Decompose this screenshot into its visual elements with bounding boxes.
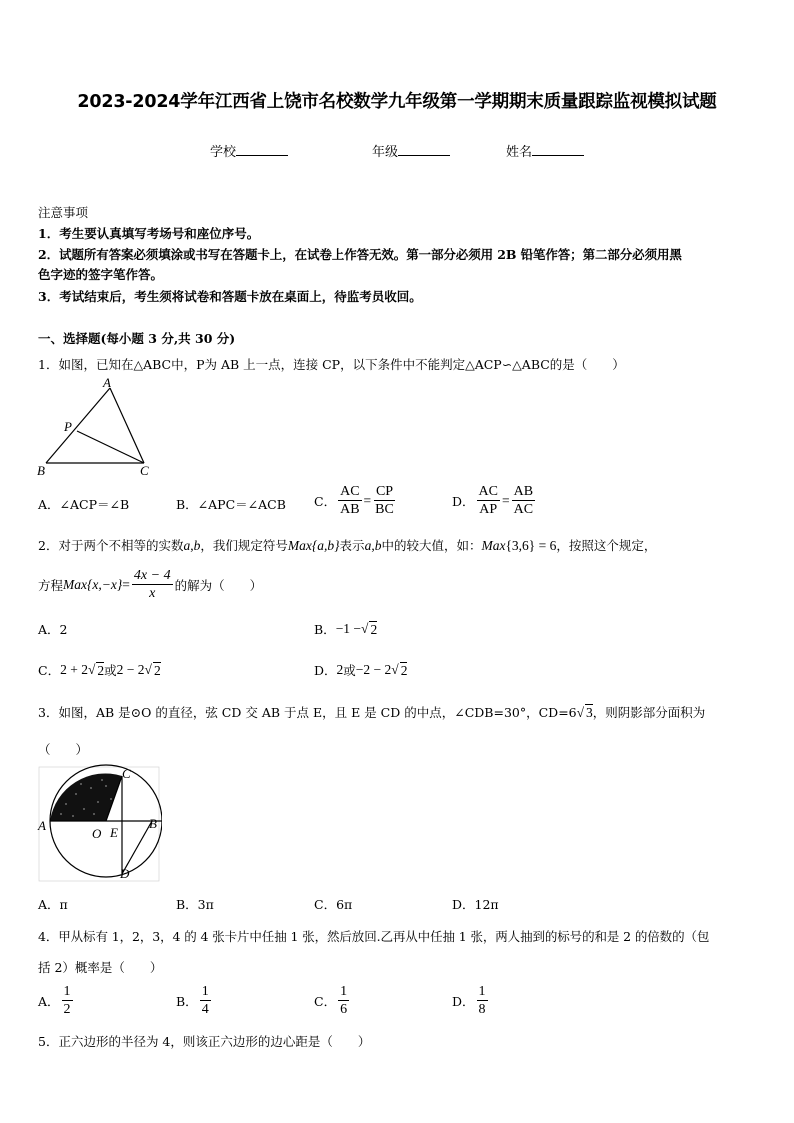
q4-option-b	[176, 983, 213, 1018]
q4-b-prefix: B．	[176, 993, 198, 1009]
q1-c-num-2: CP	[375, 484, 394, 499]
q1-label-c: C	[140, 463, 149, 478]
q3-option-c: C．6π	[314, 897, 353, 912]
q4-a-den: 2	[63, 1002, 71, 1017]
q1-d-frac-2	[512, 483, 535, 518]
q2-s1: 2．对于两个不相等的实数	[38, 538, 184, 553]
q1-d-den-2: AC	[513, 502, 534, 517]
q4-stem-line1: 4．甲从标有 1，2，3，4 的 4 张卡片中任抽 1 张，然后放回.乙再从中任抽 1 张，两人抽到的标号的和是 2 的倍数的（包	[38, 929, 710, 944]
q3-option-d: D．12π	[452, 897, 499, 912]
q2-fraction	[132, 567, 173, 602]
q2-l2a: 方程	[38, 577, 64, 593]
q1-option-c-prefix: C．	[314, 493, 337, 509]
q2-comma-1: ,	[190, 538, 194, 553]
q2-frac-num: 4x − 4	[133, 568, 171, 583]
note-1: 1．考生要认真填写考场号和座位序号。	[38, 226, 260, 241]
q4-c-den: 6	[340, 1002, 348, 1017]
q2-comma-2: ,	[371, 538, 375, 553]
q2-brace-3: {x,−x}	[87, 576, 123, 592]
q2-option-d: D． 2 或 −2 − 2 √ 2	[314, 662, 408, 678]
q1-label-p: P	[64, 419, 72, 434]
q4-option-a	[38, 983, 75, 1018]
q1-c-frac-2	[373, 483, 396, 518]
q2-brace-2: {3,6}	[505, 538, 536, 553]
q4-a-prefix: A．	[38, 993, 60, 1009]
q4-c-num: 1	[340, 984, 348, 999]
school-field	[210, 141, 288, 160]
q1-edge-ab	[46, 388, 110, 463]
q4-a-frac	[62, 983, 73, 1018]
q2-d-prefix: D．	[314, 663, 337, 678]
q4-b-num: 1	[201, 984, 209, 999]
q1-segment-cp	[77, 431, 144, 463]
q4-d-num: 1	[478, 984, 486, 999]
q1-label-b: B	[37, 463, 45, 478]
q2-c-radicand-1: 2	[97, 662, 105, 678]
q3-stem2: ，则阴影部分面积为	[592, 705, 706, 720]
q1-edge-ac	[110, 388, 144, 463]
q4-b-den: 4	[201, 1002, 209, 1017]
note-2b: 色字迹的签字笔作答。	[38, 267, 164, 282]
q2-d-or: 或	[343, 663, 356, 678]
grade-blank	[398, 143, 450, 156]
q2-var-b-2: b	[374, 538, 382, 553]
note-2a: 2．试题所有答案必须填涂或书写在答题卡上，在试卷上作答无效。第一部分必须用 2B 铅笔作答；第二部分必须用黑	[38, 247, 682, 262]
q1-c-frac-1	[338, 483, 361, 518]
q4-d-frac	[477, 983, 488, 1018]
grade-field	[372, 141, 450, 160]
q2-var-a-2: a	[364, 538, 372, 553]
q1-c-den-1: AB	[340, 502, 360, 517]
q2-d-radicand: 2	[400, 662, 408, 678]
q3-label-a: A	[38, 818, 46, 833]
q2-l2b: 的解为（ ）	[174, 577, 263, 593]
q4-stem-line2: 括 2）概率是（ ）	[38, 960, 163, 975]
q3-label-e: E	[110, 825, 118, 840]
q3-label-c: C	[122, 766, 131, 781]
q2-eq: =	[122, 576, 130, 592]
section-heading: 一、选择题(每小题 3 分,共 30 分)	[38, 331, 236, 346]
q3-option-b: B．3π	[176, 897, 214, 912]
q1-stem: 1．如图，已知在△ABC中，P为 AB 上一点，连接 CP，以下条件中不能判定△ACP∽△ABC的是（ ）	[38, 357, 625, 372]
q2-d-expr-2: −2 − 2	[355, 662, 392, 677]
q4-c-frac	[338, 983, 349, 1018]
q2-var-b: b	[193, 538, 201, 553]
q3-stem-line1: 3．如图，AB 是⊙O 的直径，弦 CD 交 AB 于点 E，且 E 是 CD 的中点，∠CDB=30°，CD=6√ 3，则阴影部分面积为	[38, 705, 706, 720]
q1-triangle-figure	[34, 376, 159, 478]
note-3: 3．考试结束后，考生须将试卷和答题卡放在桌面上，待监考员收回。	[38, 289, 422, 304]
q2-frac-den: x	[149, 586, 156, 601]
q2-stem-line1	[38, 536, 656, 554]
q2-max-3: Max	[63, 576, 88, 592]
q2-brace-1: {a,b}	[311, 538, 340, 553]
q1-c-eq: =	[363, 492, 372, 508]
q4-option-d	[452, 983, 490, 1018]
school-blank	[236, 143, 288, 156]
q2-eq-6: = 6	[535, 538, 557, 553]
q3-answer-paren: （ ）	[38, 742, 89, 757]
q1-d-num-1: AC	[478, 484, 498, 499]
q4-option-c	[314, 983, 351, 1018]
q2-var-a: a	[183, 538, 191, 553]
q3-label-o: O	[92, 826, 102, 841]
q4-d-den: 8	[478, 1002, 486, 1017]
q2-stem-line2	[38, 567, 262, 602]
q2-c-or: 或	[104, 663, 117, 678]
q2-s4: 中的较大值，如：	[381, 538, 482, 553]
q1-option-d	[452, 483, 537, 518]
q3-circle-figure	[36, 764, 162, 884]
q2-b-expr: −1 −	[335, 621, 362, 636]
q4-a-num: 1	[63, 984, 71, 999]
q3-option-a: A．π	[38, 897, 68, 912]
school-label: 学校	[210, 145, 237, 160]
q2-b-prefix: B．	[314, 622, 336, 637]
q4-d-prefix: D．	[452, 993, 475, 1009]
name-field	[506, 141, 584, 160]
q1-c-den-2: BC	[375, 502, 394, 517]
q2-b-radicand: 2	[370, 621, 378, 637]
q2-s3: 表示	[339, 538, 365, 553]
q2-option-a: A．2	[38, 622, 68, 637]
notes-heading: 注意事项	[38, 205, 89, 220]
q2-c-prefix: C．	[38, 663, 61, 678]
q3-radicand: 3	[586, 705, 593, 720]
q1-d-num-2: AB	[513, 484, 534, 499]
q3-label-d: D	[120, 866, 130, 881]
q2-max-1: Max	[287, 538, 312, 553]
q2-c-expr-1: 2 + 2	[60, 662, 88, 677]
q2-max-2: Max	[481, 538, 506, 553]
q3-label-b: B	[149, 816, 157, 831]
q1-d-eq: =	[501, 492, 510, 508]
q1-label-a: A	[103, 376, 111, 390]
name-label: 姓名	[506, 145, 533, 160]
q1-option-a: A．∠ACP＝∠B	[38, 497, 130, 512]
q1-d-den-1: AP	[479, 502, 498, 517]
q1-d-frac-1	[477, 483, 500, 518]
name-blank	[532, 143, 584, 156]
q1-option-d-prefix: D．	[452, 493, 475, 509]
grade-label: 年级	[372, 145, 399, 160]
q2-option-c: C． 2 + 2 √ 2 或 2 − 2 √ 2	[38, 662, 161, 678]
q2-s5: ，按照这个规定，	[556, 538, 657, 553]
q4-b-frac	[200, 983, 211, 1018]
q3-stem1: 3．如图，AB 是⊙O 的直径，弦 CD 交 AB 于点 E，且 E 是 CD 的中点，∠CDB=30°，CD=6	[38, 705, 577, 720]
q5-stem: 5．正六边形的半径为 4，则该正六边形的边心距是（ ）	[38, 1034, 371, 1049]
q2-option-b: B． −1 − √ 2	[314, 621, 378, 637]
q2-c-radicand-2: 2	[153, 662, 161, 678]
q2-d-expr-1: 2	[336, 662, 344, 677]
q2-c-expr-2: 2 − 2	[116, 662, 145, 677]
q2-s2: ，我们规定符号	[200, 538, 288, 553]
page-title: 2023-2024学年江西省上饶市名校数学九年级第一学期期末质量跟踪监视模拟试题	[77, 92, 717, 112]
q1-option-b: B．∠APC＝∠ACB	[176, 497, 286, 512]
q1-option-c	[314, 483, 398, 518]
q4-c-prefix: C．	[314, 993, 337, 1009]
q1-c-num-1: AC	[340, 484, 360, 499]
